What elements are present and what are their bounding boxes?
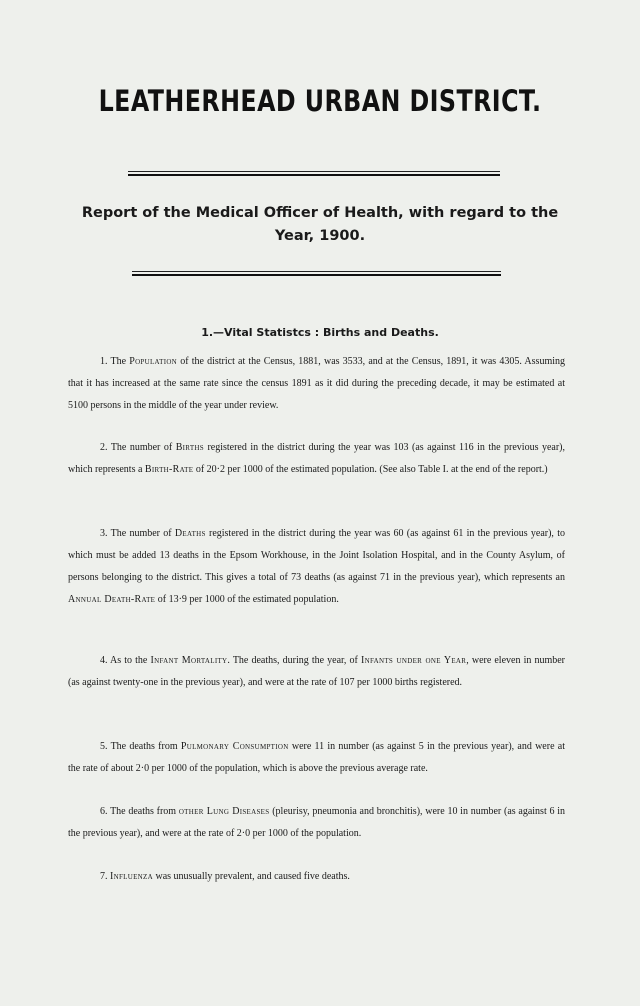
paragraph-number: 4.: [100, 655, 111, 666]
paragraph-text: The number of: [110, 528, 175, 539]
paragraph-6: [68, 801, 565, 845]
paragraph-5: [68, 736, 565, 780]
emphasized-term: Population: [129, 356, 178, 367]
paragraph-1: [68, 351, 565, 417]
paragraph-number: 2.: [100, 442, 111, 453]
paragraph-text: registered in the district during the year was 103 (as against 116 in the previous year), which represents a: [68, 442, 565, 475]
paragraph-4: [68, 650, 565, 694]
emphasized-term: Influenza: [110, 871, 153, 882]
subtitle-line-2: Year, 1900.: [274, 228, 366, 244]
emphasized-term: Deaths: [174, 528, 206, 539]
paragraph-number: 5.: [100, 741, 111, 752]
paragraph-text: (pleurisy, pneumonia and bronchitis), were 10 in number (as against 6 in the previous year), and were at the rate of 2·0 per 1000 of the population.: [68, 806, 565, 839]
emphasized-term: Infants under one Year: [360, 655, 467, 666]
divider-thick-line: [132, 274, 501, 276]
paragraph-text: , were eleven in number (as against twenty-one in the previous year), and were at the rate of 107 per 1000 births registered.: [68, 655, 565, 688]
paragraph-text: of 13·9 per 1000 of the estimated population.: [155, 594, 339, 605]
paragraph-7: [68, 866, 565, 888]
emphasized-term: Annual Death-Rate: [68, 594, 156, 605]
paragraph-text: The number of: [110, 442, 176, 453]
title-divider: [128, 171, 500, 176]
paragraph-text: The: [110, 356, 130, 367]
paragraph-text: of the district at the Census, 1881, was 3533, and at the Census, 1891, it was 4305. Assuming that it has increased at the same rate since the census 1891 as it did during the preceding decade, it may be estimated at 5100 persons in the middle of the year under review.: [68, 356, 565, 411]
paragraph-text: of 20·2 per 1000 of the estimated population. (See also Table I. at the end of the report.): [193, 464, 548, 475]
paragraph-text: . The deaths, during the year, of: [227, 655, 361, 666]
paragraph-text: were 11 in number (as against 5 in the previous year), and were at the rate of about 2·0 per 1000 of the population, which is above the previous average rate.: [68, 741, 565, 774]
report-subtitle: [40, 202, 600, 248]
divider-thin-line: [132, 271, 501, 272]
emphasized-term: other Lung Diseases: [178, 806, 270, 817]
divider-thick-line: [128, 174, 500, 176]
paragraph-text: As to the: [110, 655, 151, 666]
paragraph-text: registered in the district during the year was 60 (as against 61 in the previous year), to which must be added 13 deaths in the Epsom Workhouse, in the Joint Isolation Hospital, and in the County Asylum, of persons belonging to the district. This gives a total of 73 deaths (as against 71 in the previous year), which represents an: [68, 528, 565, 583]
section-heading: 1.—Vital Statistcs : Births and Deaths.: [201, 326, 439, 339]
paragraph-text: The deaths from: [110, 741, 181, 752]
paragraph-number: 6.: [100, 806, 111, 817]
paragraph-number: 7.: [100, 871, 110, 882]
paragraph-text: The deaths from: [110, 806, 179, 817]
paragraph-number: 3.: [100, 528, 111, 539]
paragraph-2: [68, 437, 565, 481]
paragraph-3: [68, 523, 565, 611]
paragraph-number: 1.: [100, 356, 111, 367]
divider-thin-line: [128, 171, 500, 172]
subtitle-line-1: Report of the Medical Officer of Health, with regard to the: [81, 205, 559, 221]
emphasized-term: Births: [175, 442, 204, 453]
subtitle-divider: [132, 271, 501, 276]
document-title: LEATHERHEAD URBAN DISTRICT.: [98, 84, 542, 118]
emphasized-term: Pulmonary Consumption: [180, 741, 289, 752]
paragraph-text: was unusually prevalent, and caused five deaths.: [152, 871, 350, 882]
emphasized-term: Birth-Rate: [144, 464, 194, 475]
emphasized-term: Infant Mortality: [150, 655, 228, 666]
